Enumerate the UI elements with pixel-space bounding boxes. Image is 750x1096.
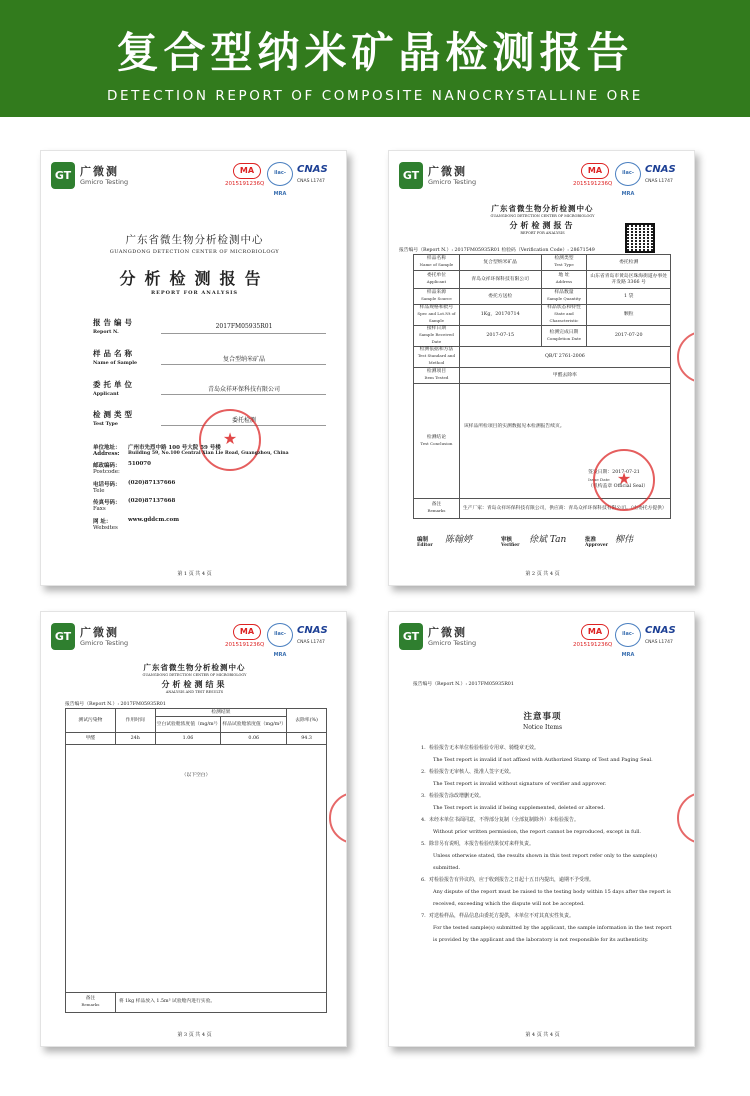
applicant-label-en: Applicant <box>93 391 119 397</box>
notice-text-en: The Test report is invalid if not affixed with Authorized Stamp of Test and Paging Seal. <box>433 757 653 763</box>
table-cell: 2017-07-20 <box>587 326 671 347</box>
page-number: 第 1 页 共 4 页 <box>177 571 212 577</box>
address-label-en: Address: <box>93 451 120 457</box>
report-number-line: 报告编号（Report N.）: 2017FM05935R01 <box>413 682 514 687</box>
table-cell: 甲醛去除率 <box>459 368 670 384</box>
report-page-results <box>40 611 347 1047</box>
brand-name-en: Gmicro Testing <box>428 639 477 647</box>
cell-label: 样品数量 <box>554 290 574 295</box>
page-number: 第 2 页 共 4 页 <box>525 571 560 577</box>
notice-number: 6. <box>421 877 426 883</box>
applicant-value: 青岛众祥环保科技有限公司 <box>207 386 280 393</box>
cell-label-en: Remarks <box>81 1001 100 1007</box>
table-cell: 将 1kg 样品放入 1.5m³ 试验舱内进行实验。 <box>115 992 326 1012</box>
notice-text-en: The Test report is invalid without signature of verifier and approver. <box>433 781 607 787</box>
brand-name: 广微测 <box>428 626 467 639</box>
notice-number: 1. <box>421 745 426 751</box>
fax-label: 传真号码： <box>93 500 121 506</box>
notice-text-cn: 检验报告涂改增删无效。 <box>429 793 485 799</box>
brand-name-en: Gmicro Testing <box>428 178 477 186</box>
cell-label-en: Item Tested <box>424 375 449 380</box>
institute-name-en: GUANGDONG DETECTION CENTER OF MICROBIOLOGY <box>490 214 595 218</box>
blank-area: （以下空白） <box>66 745 327 993</box>
table-cell <box>541 326 587 347</box>
table-cell: 1 袋 <box>587 289 671 305</box>
top-banner <box>0 0 750 117</box>
institute-name-en: GUANGDONG DETECTION CENTER OF MICROBIOLOGY <box>109 249 280 255</box>
table-cell <box>541 305 587 326</box>
cell-label-en: Applicant <box>426 279 447 284</box>
paging-seal-stamp <box>329 792 347 844</box>
table-cell: 颗粒 <box>587 305 671 326</box>
cell-label: 检测结论 <box>426 434 447 440</box>
cma-mark-icon: MA <box>233 163 261 179</box>
table-cell <box>541 255 587 271</box>
table-cell <box>541 289 587 305</box>
report-title-en: REPORT FOR ANALYSIS <box>150 290 239 296</box>
notice-title: 注意事项 <box>523 712 562 722</box>
table-cell <box>66 992 116 1012</box>
table-cell: 复合型纳米矿晶 <box>459 255 541 271</box>
sample-label-en: Name of Sample <box>93 360 138 366</box>
notice-text-cn: 检验报告无本单位检验检验专用章、骑缝章无效。 <box>429 745 540 751</box>
ilac-mra-icon: ilac-MRA <box>615 162 641 186</box>
notice-item <box>421 814 676 838</box>
cell-label-en: Test Type <box>554 262 574 267</box>
table-cell: QB/T 2761-2006 <box>459 347 670 368</box>
approver-label-en: Approver <box>585 543 609 548</box>
postcode-label-en: Postcode: <box>93 469 120 475</box>
notice-item <box>421 766 676 790</box>
table-cell <box>414 305 460 326</box>
table-row-item: 甲醛 <box>66 733 116 745</box>
fax-value: (020)87137668 <box>128 498 176 504</box>
cma-mark-icon: MA <box>581 163 609 179</box>
sample-label: 样品名称 <box>93 349 135 358</box>
cell-label-en: Completion Date <box>546 335 582 341</box>
address-label: 单位地址： <box>93 445 121 451</box>
institute-name: 广东省微生物分析检测中心 <box>125 234 264 246</box>
notice-text-cn: 未经本单位书面同意，不得部分复制（全部复制除外）本检验报告。 <box>429 817 580 823</box>
cell-label-en: Name of Sample <box>419 262 454 267</box>
divider <box>161 333 326 334</box>
table-cell <box>414 289 460 305</box>
institute-name: 广东省微生物分析检测中心 <box>143 663 246 672</box>
test-type-label: 检测类型 <box>93 410 135 419</box>
issue-date: 签发日期：2017-07-21 <box>588 470 640 475</box>
table-cell: 委托检测 <box>587 255 671 271</box>
table-header: 测试污染物 <box>66 709 116 733</box>
notice-item <box>421 874 676 910</box>
cnas-mark-icon: CNAS <box>645 625 676 636</box>
ilac-mra-icon: ilac-MRA <box>267 162 293 186</box>
cell-label: 样品规格和批号 <box>419 305 454 310</box>
table-cell <box>414 384 460 499</box>
cell-label: 检测依据和方法 <box>419 347 454 352</box>
report-no-value: 2017FM05935R01 <box>215 323 273 330</box>
gmicro-logo-icon: GT <box>51 623 75 650</box>
table-cell: 生产厂家：青岛众祥环保科技有限公司，供应商：青岛众祥环保科技有限公司。（由委托方提供） <box>459 499 670 519</box>
cma-number: 2015191236Q <box>225 181 265 187</box>
cell-label-en: Spec and Lot.Nt of Sample <box>417 311 456 323</box>
brand-name: 广微测 <box>428 165 467 178</box>
table-header: 检测结果 <box>155 709 287 717</box>
cell-label: 地 址 <box>558 273 570 278</box>
paging-seal-stamp <box>677 792 695 844</box>
website-value: www.gddcm.com <box>128 517 180 523</box>
report-page-summary <box>388 150 695 586</box>
tel-label: 电话号码： <box>93 482 121 488</box>
cell-label-en: Remarks <box>427 508 446 513</box>
table-cell <box>541 271 587 289</box>
page-number: 第 3 页 共 4 页 <box>177 1032 212 1038</box>
report-title-en: REPORT FOR ANALYSIS <box>520 231 565 235</box>
report-no-label: 报告编号 <box>93 318 135 327</box>
cell-label-en: Sample Source <box>421 296 452 301</box>
table-header: 样品试验舱浓度值（mg/m³） <box>221 717 287 733</box>
table-cell: 委托方送检 <box>459 289 541 305</box>
table-cell <box>414 326 460 347</box>
official-seal-stamp <box>199 409 261 471</box>
table-cell <box>414 499 460 519</box>
notice-text-cn: 对送检样品，样品信息由委托方提供，本单位不对其真实性负责。 <box>429 913 575 919</box>
notice-item <box>421 790 676 814</box>
gmicro-logo-icon: GT <box>51 162 75 189</box>
cma-mark-icon: MA <box>581 624 609 640</box>
cell-label: 检测项目 <box>426 369 447 374</box>
cell-label-en: Sample Quantity <box>546 296 581 301</box>
cell-label-en: Test Standard and Method <box>417 353 456 365</box>
banner-title: 复合型纳米矿晶检测报告 <box>116 28 634 77</box>
notice-text-cn: 检验报告无审核人、批准人签字无效。 <box>429 769 515 775</box>
conclusion-text: 该样品所检项目的实测数据见本检测报告续页。 <box>463 424 565 429</box>
report-page-notice <box>388 611 695 1047</box>
page-number: 第 4 页 共 4 页 <box>525 1032 560 1038</box>
test-type-label-en: Test Type <box>93 421 118 427</box>
report-number-line: 报告编号（Report N.）: 2017FM05935R01 检验码（Verification Code）: 28671549 <box>399 248 595 253</box>
notice-number: 7. <box>421 913 426 919</box>
notice-text-en: Unless otherwise stated, the results shown in this test report refer only to the sample(s) submitted. <box>433 853 658 871</box>
editor-label: 编制 <box>417 537 429 543</box>
test-type-value: 委托检测 <box>231 417 256 424</box>
cell-label-en: State and Characteristic <box>549 311 579 323</box>
gmicro-logo-icon: GT <box>399 162 423 189</box>
notice-title-en: Notice Items <box>522 724 563 731</box>
table-row-time: 24h <box>115 733 155 745</box>
cma-mark-icon: MA <box>233 624 261 640</box>
paging-seal-stamp <box>677 331 695 383</box>
page-header <box>51 161 338 197</box>
notice-item <box>421 910 676 946</box>
website-label: 网 址： <box>93 519 112 525</box>
editor-label-en: Editor <box>417 543 433 548</box>
institute-name-en: GUANGDONG DETECTION CENTER OF MICROBIOLOGY <box>142 673 247 677</box>
verifier-label: 审核 <box>501 537 513 543</box>
address-value: 广州市先烈中路 100 号大院 59 号楼 <box>128 445 221 451</box>
report-page-cover <box>40 150 347 586</box>
notice-number: 5. <box>421 841 426 847</box>
cell-label: 样品来源 <box>426 290 447 295</box>
cnas-mark-icon: CNAS <box>297 164 328 175</box>
divider <box>161 394 326 395</box>
cell-label: 备注 <box>431 502 442 507</box>
cma-number: 2015191236Q <box>573 642 613 648</box>
table-row-blank: 1.06 <box>155 733 221 745</box>
table-cell: 青岛众祥环保科技有限公司 <box>459 271 541 289</box>
cnas-number: CNAS L1747 <box>297 179 325 184</box>
table-row-sample: 0.06 <box>221 733 287 745</box>
cell-label: 检测完成日期 <box>549 329 579 335</box>
cnas-mark-icon: CNAS <box>297 625 328 636</box>
cell-label-en: Test Conclusion <box>420 440 453 446</box>
notice-text-en: Without prior written permission, the report cannot be reproduced, except in full. <box>433 829 641 835</box>
table-header: 去除率(%) <box>287 709 327 733</box>
cnas-number: CNAS L1747 <box>645 179 673 184</box>
page-header <box>399 161 686 197</box>
cma-number: 2015191236Q <box>573 181 613 187</box>
results-table <box>65 708 327 1013</box>
table-cell: 1Kg，20170714 <box>459 305 541 326</box>
official-seal-stamp <box>593 449 655 511</box>
approver-label: 批准 <box>585 537 597 543</box>
brand-name-en: Gmicro Testing <box>80 178 129 186</box>
cell-label: 样品名称 <box>426 256 447 261</box>
star-icon: ★ <box>222 429 238 448</box>
report-title: 分析检测报告 <box>509 220 576 230</box>
notice-item <box>421 838 676 874</box>
table-cell: 山东省青岛市黄岛区珠海街道办事处开发路 3366 号 <box>587 271 671 289</box>
report-number-line: 报告编号（Report N.）: 2017FM05935R01 <box>65 702 166 707</box>
notice-text-en: The Test report is invalid if being supplemented, deleted or altered. <box>433 805 606 811</box>
cell-label: 备注 <box>85 995 96 1001</box>
cell-label: 样品状态和特性 <box>547 305 581 310</box>
notice-number: 4. <box>421 817 426 823</box>
table-cell <box>414 255 460 271</box>
page-header <box>399 622 686 658</box>
table-header: 作用时间 <box>115 709 155 733</box>
approver-signature: 柳伟 <box>615 535 634 545</box>
qr-code-icon <box>625 223 655 253</box>
ilac-mra-icon: ilac-MRA <box>267 623 293 647</box>
cma-number: 2015191236Q <box>225 642 265 648</box>
tel-label-en: Tele <box>93 488 105 494</box>
notice-text-en: For the tested sample(s) submitted by the applicant, the sample information in the test report is provided by the applicant and the laboratory is not responsible for its authenticity. <box>433 925 672 943</box>
website-label-en: Websites <box>93 525 118 531</box>
ilac-mra-icon: ilac-MRA <box>615 623 641 647</box>
institute-name: 广东省微生物分析检测中心 <box>491 204 594 213</box>
notice-text-en: Any dispute of the report must be raised to the testing body within 15 days after the report is received, exceeding which the dispute will not be accepted. <box>433 889 671 907</box>
notice-number: 3. <box>421 793 426 799</box>
table-cell <box>414 347 460 368</box>
tel-value: (020)87137666 <box>128 480 176 486</box>
official-seal-text: （机构盖章 Official Seal） <box>588 484 648 489</box>
table-cell <box>414 271 460 289</box>
brand-name: 广微测 <box>80 626 119 639</box>
banner-subtitle: DETECTION REPORT OF COMPOSITE NANOCRYSTALLINE ORE <box>107 88 643 104</box>
page-header <box>51 622 338 658</box>
results-title: 分析检测结果 <box>161 679 228 689</box>
cnas-mark-icon: CNAS <box>645 164 676 175</box>
verifier-signature: 徐斌 Tan <box>529 535 567 545</box>
postcode-value: 510070 <box>128 461 151 467</box>
cell-label: 委托单位 <box>426 273 447 278</box>
sample-value: 复合型纳米矿晶 <box>222 356 265 363</box>
notice-text-cn: 除非另有说明，本报告检验结果仅对来样负责。 <box>429 841 535 847</box>
brand-name-en: Gmicro Testing <box>80 639 129 647</box>
address-value-en: Building 59, No.100 Central Xian Lie Road, Guangzhou, China <box>128 451 289 456</box>
editor-signature: 陈翰婷 <box>445 535 473 545</box>
postcode-label: 邮政编码： <box>93 463 121 469</box>
table-row-rate: 94.3 <box>287 733 327 745</box>
fax-label-en: Faxs <box>93 506 106 512</box>
gmicro-logo-icon: GT <box>399 623 423 650</box>
cnas-number: CNAS L1747 <box>297 640 325 645</box>
results-title-en: ANALYSIS AND TEST RESULTS <box>165 690 224 694</box>
cell-label-en: Sample Received Date <box>419 332 454 344</box>
report-no-label-en: Report N. <box>93 329 119 335</box>
star-icon: ★ <box>616 469 632 488</box>
issue-date-en: Issue Date <box>588 477 610 482</box>
verifier-label-en: Verifier <box>501 543 520 548</box>
notice-item <box>421 742 676 766</box>
applicant-label: 委托单位 <box>93 380 135 389</box>
report-title: 分析检测报告 <box>119 269 270 288</box>
table-cell: 2017-07-15 <box>459 326 541 347</box>
divider <box>161 364 326 365</box>
table-header: 空白试验舱浓度值（mg/m³） <box>155 717 221 733</box>
brand-name: 广微测 <box>80 165 119 178</box>
notice-number: 2. <box>421 769 426 775</box>
cnas-number: CNAS L1747 <box>645 640 673 645</box>
cell-label-en: Address <box>555 279 573 284</box>
table-cell <box>414 368 460 384</box>
notice-text-cn: 对检验报告有异议的，应于收到报告之日起十五日内提出，逾期不予受理。 <box>429 877 595 883</box>
cell-label: 接样日期 <box>426 326 447 331</box>
cell-label: 检测类型 <box>554 256 574 261</box>
